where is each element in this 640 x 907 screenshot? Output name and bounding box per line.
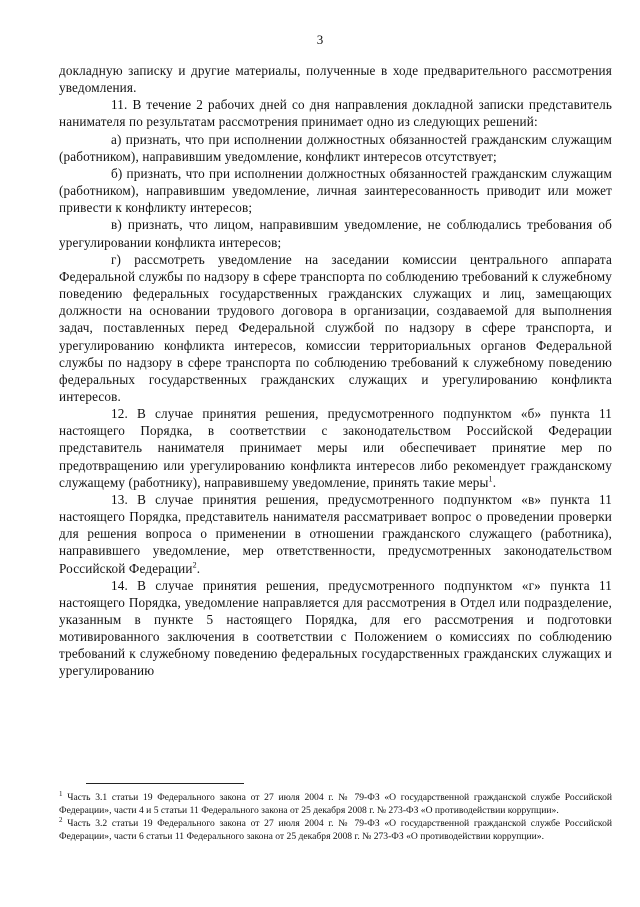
paragraph-14 — [59, 577, 612, 680]
footnote-text: Часть 3.2 статьи 19 Федерального закона от 27 июля 2004 г. № 79-ФЗ «О государственной гражданской службе Российской Федерации», части 6 статьи 11 Федерального закона от 25 декабря 2008 г. № 273-ФЗ «О противодействии коррупции». — [59, 818, 613, 842]
footnote-mark: 2 — [59, 816, 63, 824]
footnote-ref-2: 2 — [192, 560, 197, 570]
paragraph-text: а) признать, что при исполнении должностных обязанностей гражданским служащим (работником), направившим уведомление, конфликт интересов отсутствует; — [59, 131, 612, 164]
paragraph-text: 13. В случае принятия решения, предусмотренного подпунктом «в» пункта 11 настоящего Порядка, представитель нанимателя рассматривает вопрос о проведении проверки для решения вопроса о применении в отношении гражданского служащего (работника), направившего уведомление, мер ответственности, предусмотренных законодательством Российской Федерации — [59, 491, 612, 576]
footnote-ref-1: 1 — [488, 474, 493, 484]
paragraph-11v — [59, 216, 612, 250]
footnote-mark: 1 — [59, 789, 63, 798]
paragraph-11a — [59, 131, 612, 165]
paragraph-text: в) признать, что лицом, направившим уведомление, не соблюдались требования об урегулировании конфликта интересов; — [59, 217, 612, 250]
paragraph-12: 12. В случае принятия решения, предусмотренного подпунктом «б» пункта 11 настоящего Порядка, в соответствии с законодательством Российской Федерации представитель нанимателя принимает меры или обеспечивает принятие мер по предотвращению или урегулированию конфликта интересов либо рекомендует гражданскому служащему (работнику), направившему уведомление, принять такие меры$^1$. — [59, 406, 612, 490]
paragraph-text: 12. В случае принятия решения, предусмотренного подпунктом «б» пункта 11 настоящего Порядка, в соответствии с законодательством Российской Федерации представитель нанимателя принимает меры или обеспечивает принятие мер по предотвращению или урегулированию конфликта интересов либо рекомендует гражданскому служащему (работнику), направившему уведомление, принять такие меры — [59, 406, 612, 490]
footnote-text: Часть 3.1 статьи 19 Федерального закона от 27 июля 2004 г. № 79-ФЗ «О государственной гражданской службе Российской Федерации», части 4 и 5 статьи 11 Федерального закона от 25 декабря 2008 г. № 273-ФЗ «О противодействии коррупции». — [59, 792, 613, 816]
paragraph-11b — [59, 165, 612, 216]
paragraph-text: 11. В течение 2 рабочих дней со дня направления докладной записки представитель нанимателя по результатам рассмотрения принимает одно из следующих решений: — [59, 97, 612, 130]
paragraph-text: г) рассмотреть уведомление на заседании комиссии центрального аппарата Федеральной службы по надзору в сфере транспорта по соблюдению требований к служебному поведению федеральных государственных гражданских служащих и лиц, замещающих должности на основании трудового договора в организации, создаваемой для выполнения задач, поставленных перед Федеральной службой по надзору в сфере транспорта, и урегулированию конфликта интересов, комиссии территориальных органов Федеральной службы по надзору в сфере транспорта по соблюдению требований к служебному поведению федеральных государственных гражданских служащих и урегулированию конфликта интересов. — [59, 251, 612, 404]
footnote-separator — [86, 783, 244, 784]
paragraph-11g — [59, 251, 612, 405]
paragraph-text: 14. В случае принятия решения, предусмотренного подпунктом «г» пункта 11 настоящего Порядка, уведомление направляется для рассмотрения в Отдел или подразделение, указанным в пункте 5 настоящего Порядка, для его рассмотрения и подготовки мотивированного заключения в соответствии с Положением о комиссиях по соблюдению требований к служебному поведению федеральных государственных гражданских служащих и урегулированию — [59, 577, 612, 679]
body-text — [59, 62, 612, 680]
paragraph-continuation — [59, 62, 612, 96]
paragraph-11 — [59, 96, 612, 130]
paragraph-13: 13. В случае принятия решения, предусмотренного подпунктом «в» пункта 11 настоящего Порядка, представитель нанимателя рассматривает вопрос о проведении проверки для решения вопроса о применении в отношении гражданского служащего (работника), направившего уведомление, мер ответственности, предусмотренных законодательством Российской Федерации$^2$. — [59, 491, 612, 576]
footnotes — [59, 789, 613, 844]
paragraph-text: докладную записку и другие материалы, полученные в ходе предварительного рассмотрения уведомления. — [59, 63, 612, 96]
footnote-2 — [59, 818, 612, 843]
paragraph-text: б) признать, что при исполнении должностных обязанностей гражданским служащим (работником), направившим уведомление, личная заинтересованность приводит или может привести к конфликту интересов; — [59, 165, 612, 216]
page-number: 3 — [316, 32, 324, 47]
footnote-1 — [59, 789, 613, 817]
